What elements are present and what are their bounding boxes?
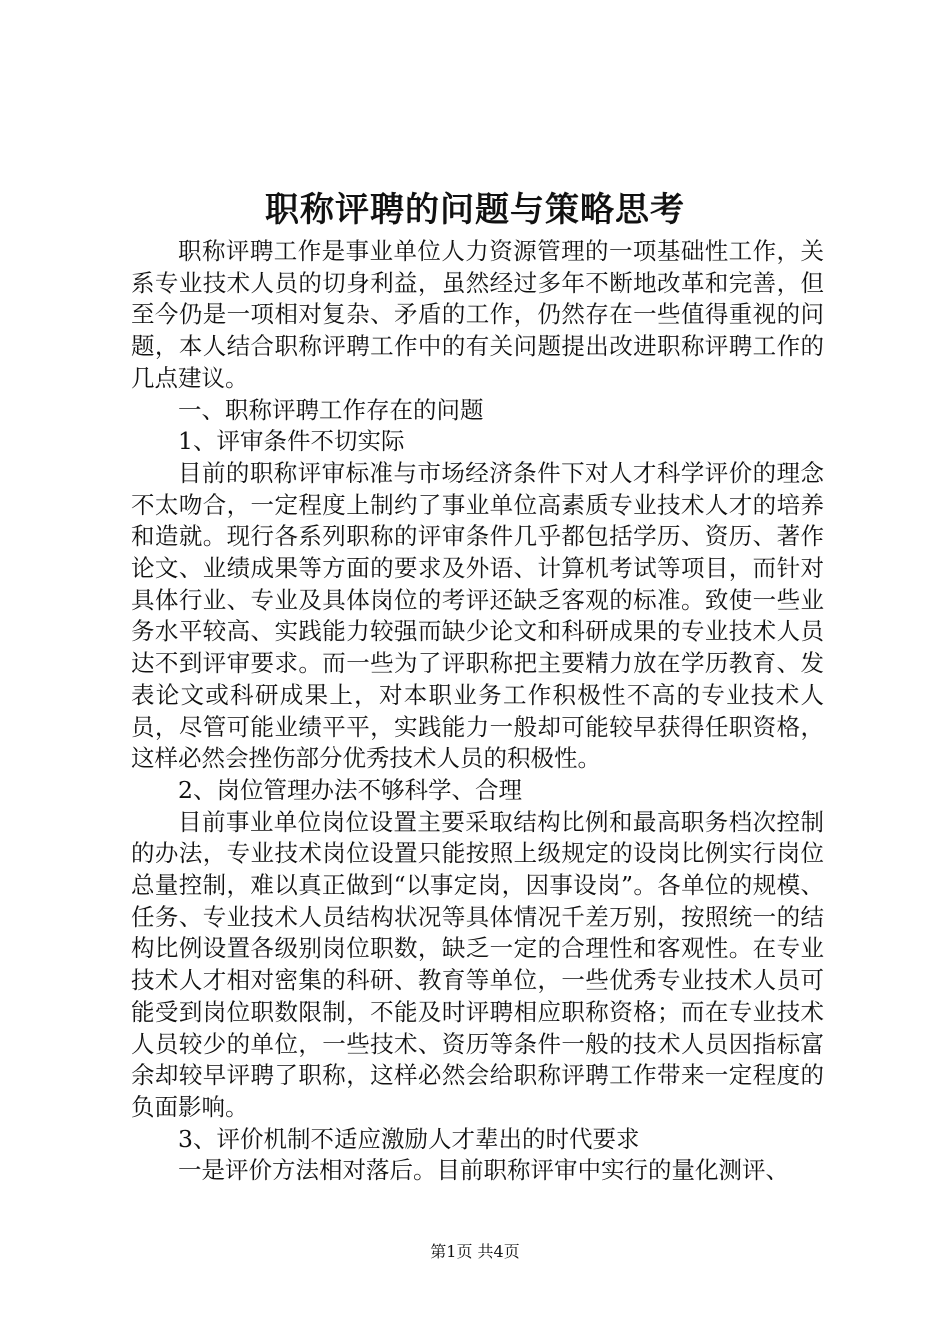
paragraph-2: 目前事业单位岗位设置主要采取结构比例和最高职务档次控制的办法，专业技术岗位设置只能按照上级规定的设岗比例实行岗位总量控制，难以真正做到“以事定岗，因事设岗”。各单位的规模、任务、专业技术人员结构状况等具体情况千差万别，按照统一的结构比例设置各级别岗位职数，缺乏一定的合理性和客观性。在专业技术人才相对密集的科研、教育等单位，一些优秀专业技术人员可能受到岗位职数限制，不能及时评聘相应职称资格；而在专业技术人员较少的单位，一些技术、资历等条件一般的技术人员因指标富余却较早评聘了职称，这样必然会给职称评聘工作带来一定程度的负面影响。 xyxy=(131,807,824,1121)
subheading-3: 3、评价机制不适应激励人才辈出的时代要求 xyxy=(178,1124,640,1153)
document-body xyxy=(131,236,824,1187)
page-number-footer: 第1页 共4页 xyxy=(430,1242,520,1261)
subheading-1: 1、评审条件不切实际 xyxy=(178,427,405,456)
paragraph-1: 目前的职称评审标准与市场经济条件下对人才科学评价的理念不太吻合，一定程度上制约了事业单位高素质专业技术人才的培养和造就。现行各系列职称的评审条件几乎都包括学历、资历、著作论文、业绩成果等方面的要求及外语、计算机考试等项目，而针对具体行业、专业及具体岗位的考评还缺乏客观的标准。致使一些业务水平较高、实践能力较强而缺少论文和科研成果的专业技术人员达不到评审要求。而一些为了评职称把主要精力放在学历教育、发表论文或科研成果上，对本职业务工作积极性不高的专业技术人员，尽管可能业绩平平，实践能力一般却可能较早获得任职资格，这样必然会挫伤部分优秀技术人员的积极性。 xyxy=(131,458,824,773)
subheading-2: 2、岗位管理办法不够科学、合理 xyxy=(178,775,522,804)
document-title: 职称评聘的问题与策略思考 xyxy=(265,190,685,230)
paragraph-intro: 职称评聘工作是事业单位人力资源管理的一项基础性工作，关系专业技术人员的切身利益，虽然经过多年不断地改革和完善，但至今仍是一项相对复杂、矛盾的工作，仍然存在一些值得重视的问题，本人结合职称评聘工作中的有关问题提出改进职称评聘工作的几点建议。 xyxy=(131,237,824,392)
section-heading-problems: 一、职称评聘工作存在的问题 xyxy=(178,395,484,424)
paragraph-3: 一是评价方法相对落后。目前职称评审中实行的量化测评、 xyxy=(178,1156,789,1185)
